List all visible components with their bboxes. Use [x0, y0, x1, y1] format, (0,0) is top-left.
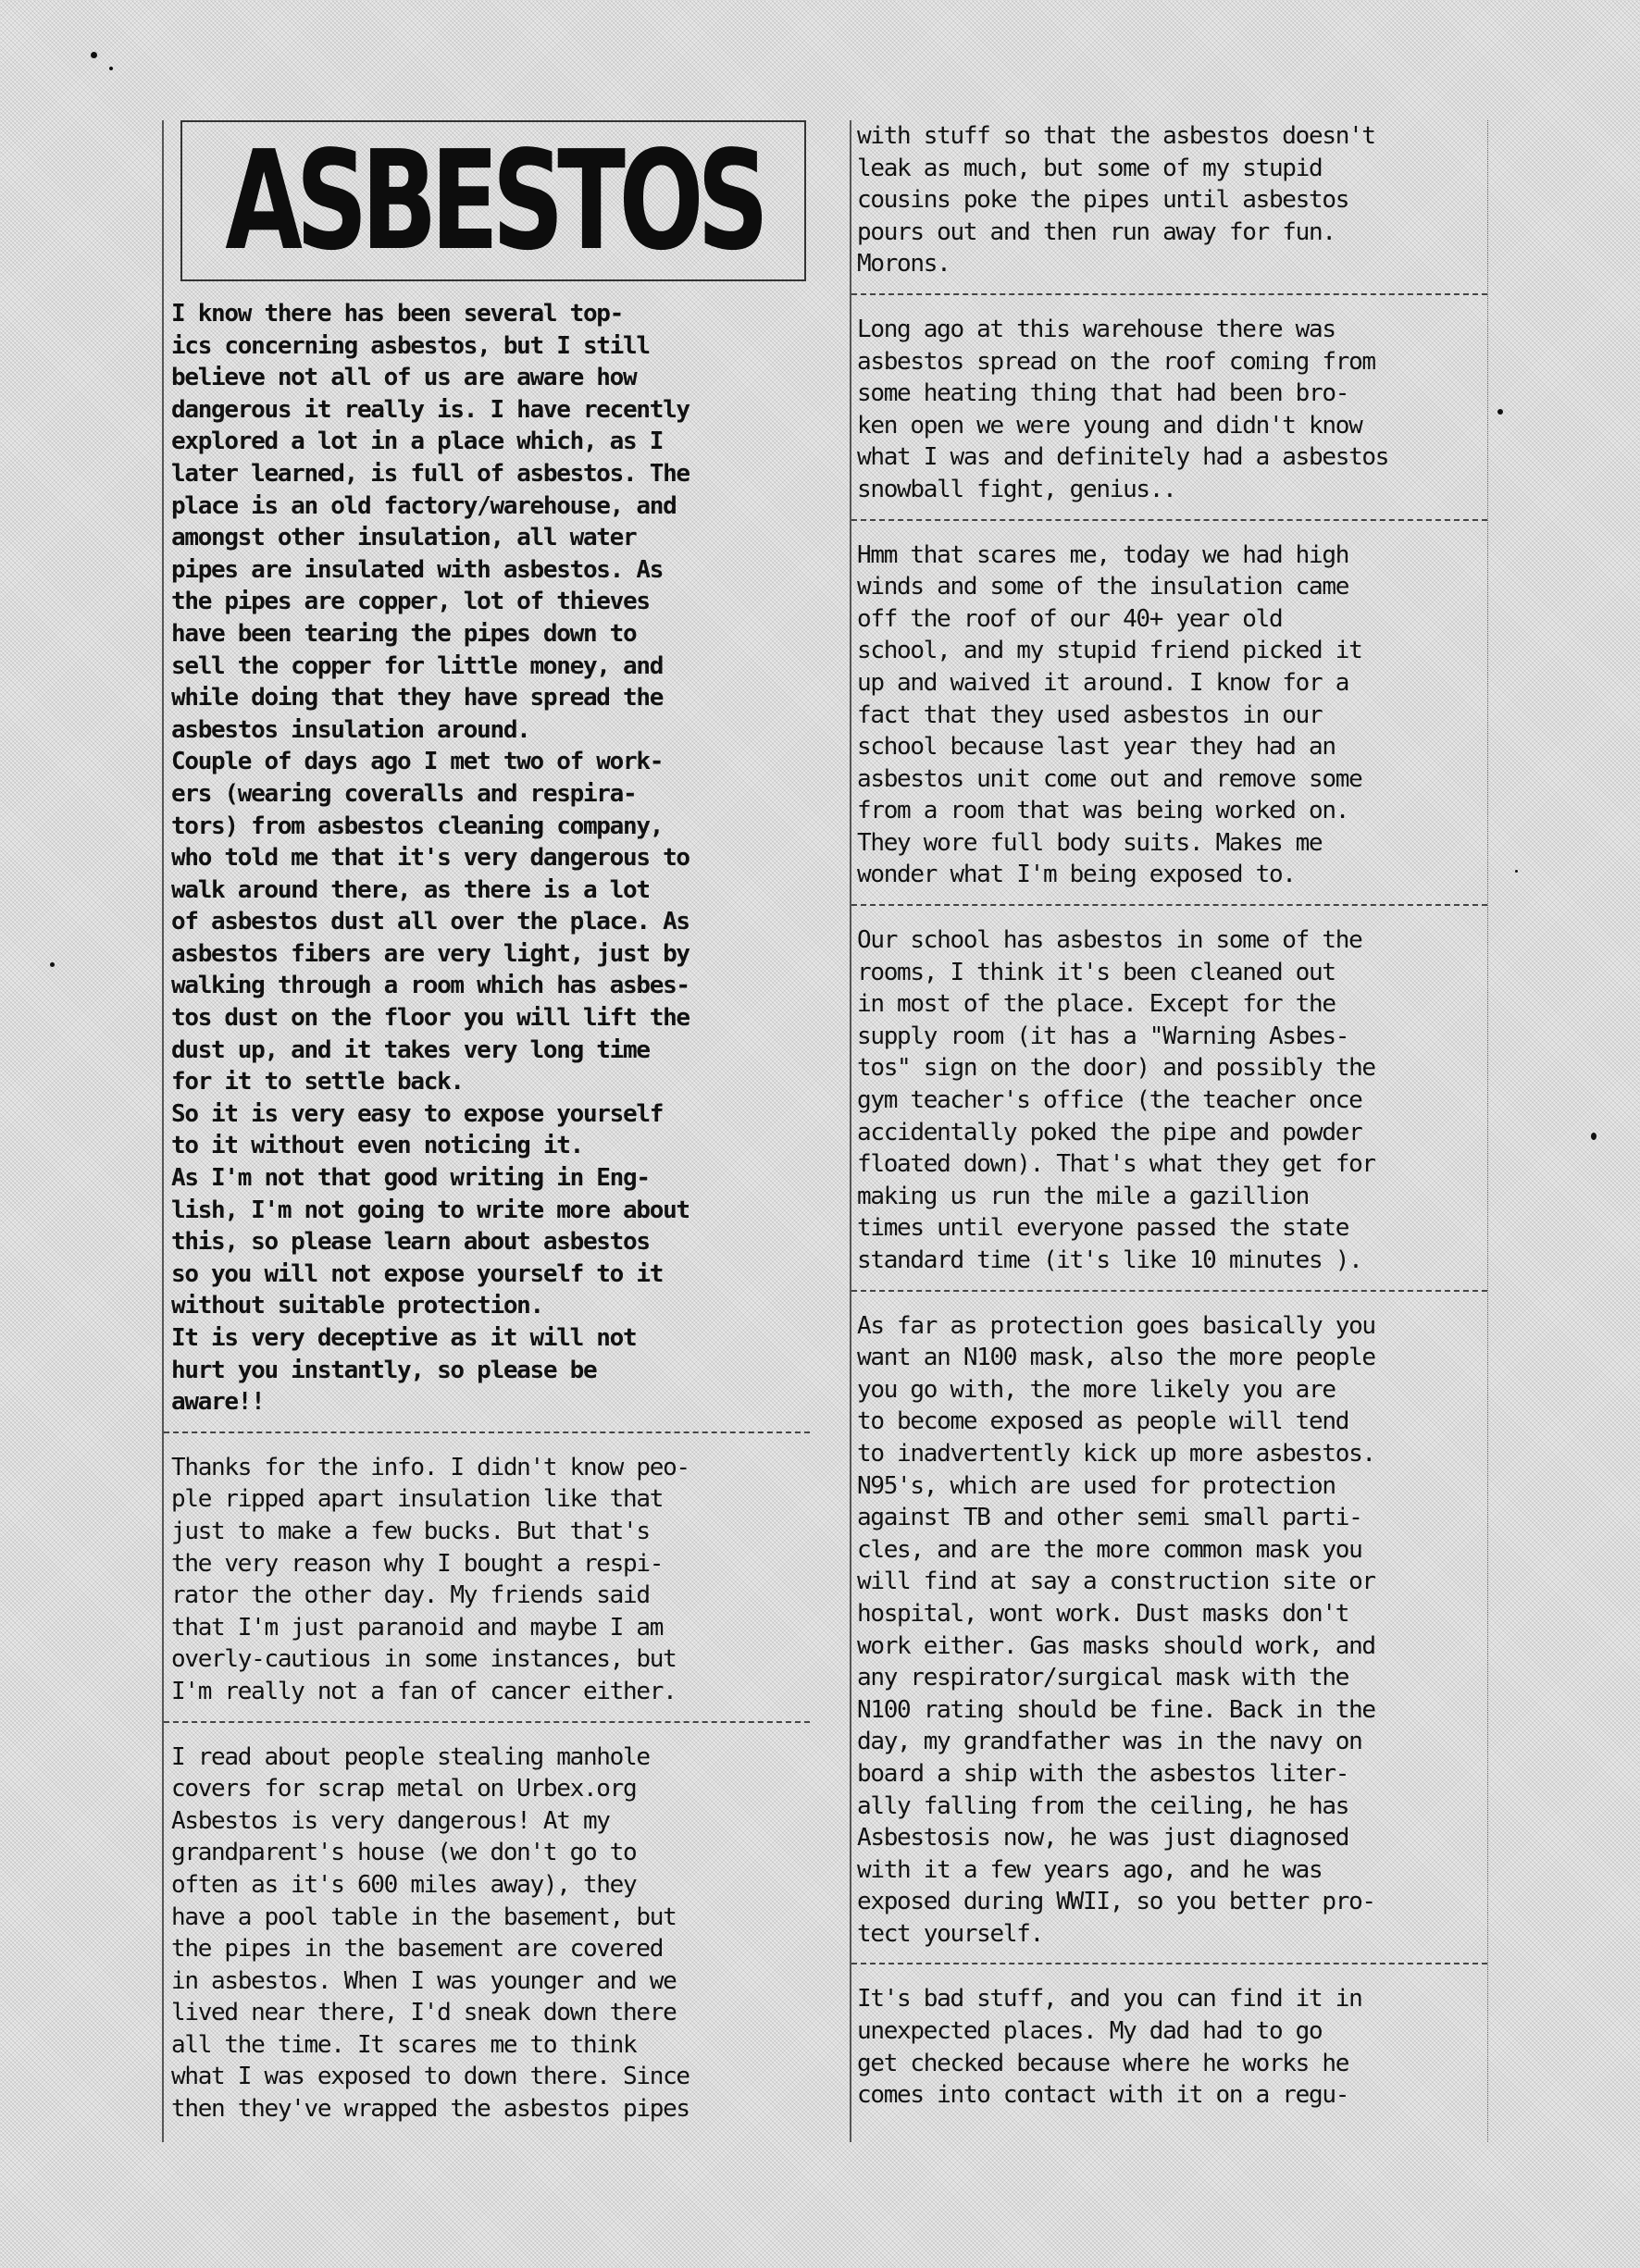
masthead	[180, 120, 806, 281]
forum-post: Thanks for the info. I didn't know peo- ple ripped apart insulation like that just to make a few bucks. But that's the very reason why I bought a respi- rator the other day. My friends said that I'm just paranoid and maybe I am overly-cautious in some instances, but I'm really not a fan of cancer either.	[171, 1453, 690, 1705]
forum-post: As far as protection goes basically you want an N100 mask, also the more people you go with, the more likely you are to become exposed as people will tend to inadvertently kick up more asbestos. N95's, which are used for protection against TB and other semi small parti- cles, and are the more common mask you will find at say a construction site or hospital, wont work. Dust masks don't work either. Gas masks should work, and any respirator/surgical mask with the N100 rating should be fine. Back in the day, my grandfather was in the navy on board a ship with the asbestos liter- ally falling from the ceiling, he has Asbestosis now, he was just diagnosed with it a few years ago, and he was exposed during WWII, so you better pro- tect yourself.	[857, 1311, 1375, 1948]
forum-post: I read about people stealing manhole covers for scrap metal on Urbex.org Asbestos is very dangerous! At my grandparent's house (we don't go to often as it's 600 miles away), they have a pool table in the basement, but the pipes in the basement are covered in asbestos. When I was younger and we lived near there, I'd sneak down there all the time. It scares me to think what I was exposed to down there. Since then they've wrapped the asbestos pipes	[171, 1742, 690, 2124]
post-separator	[851, 293, 1487, 295]
forum-post: with stuff so that the asbestos doesn't leak as much, but some of my stupid cousins poke the pipes until asbestos pours out and then run away for fun. Morons.	[857, 122, 1375, 279]
scan-speck	[1591, 1133, 1597, 1140]
forum-post: It's bad stuff, and you can find it in unexpected places. My dad had to go get checked because where he works he comes into contact with it on a regu-	[857, 1985, 1362, 2110]
left-column	[162, 120, 810, 2142]
post-separator	[164, 1431, 810, 1433]
scan-speck	[1497, 409, 1503, 415]
post-separator	[851, 1290, 1487, 1292]
post-separator	[164, 1721, 810, 1723]
post-separator	[851, 1963, 1487, 1964]
forum-post: I know there has been several top- ics concerning asbestos, but I still believe not all of us are aware how dangerous it really is. I have recently explored a lot in a place which, as I later learned, is full of asbestos. The place is an old factory/warehouse, and amongst other insulation, all water pipes are insulated with asbestos. As the pipes are copper, lot of thieves have been tearing the pipes down to sell the copper for little money, and while doing that they have spread the asbestos insulation around. Couple of days ago I met two of work- ers (wearing coveralls and respira- tors) from asbestos cleaning company, who told me that it's very dangerous to walk around there, as there is a lot of asbestos dust all over the place. As asbestos fibers are very light, just by walking through a room which has asbes- tos dust on the floor you will lift the dust up, and it takes very long time for it to settle back. So it is very easy to expose yourself to it without even noticing it. As I'm not that good writing in Eng- lish, I'm not going to write more about this, so please learn about asbestos so you will not expose yourself to it without suitable protection. It is very deceptive as it will not hurt you instantly, so please be aware!!	[171, 300, 690, 1417]
scan-speck	[1515, 870, 1518, 873]
right-column	[850, 120, 1488, 2142]
post-separator	[851, 519, 1487, 521]
scan-speck	[109, 67, 113, 70]
forum-post: Our school has asbestos in some of the rooms, I think it's been cleaned out in most of the place. Except for the supply room (it has a "Warning Asbes- tos" sign on the door) and possibly the gym teacher's office (the teacher once accidentally poked the pipe and powder floated down). That's what they get for making us run the mile a gazillion times until everyone passed the state standard time (it's like 10 minutes ).	[857, 926, 1375, 1274]
post-separator	[851, 904, 1487, 906]
scan-speck	[91, 52, 97, 58]
forum-post: Long ago at this warehouse there was asbestos spread on the roof coming from some heating thing that had been bro- ken open we were young and didn't know what I was and definitely had a asbestos snowball fight, genius..	[857, 315, 1389, 503]
article-title: ASBESTOS	[224, 121, 763, 280]
forum-post: Hmm that scares me, today we had high winds and some of the insulation came off the roof of our 40+ year old school, and my stupid friend picked it up and waived it around. I know for a fact that they used asbestos in our school because last year they had an asbestos unit come out and remove some from a room that was being worked on. They wore full body suits. Makes me wonder what I'm being exposed to.	[857, 540, 1362, 889]
scan-speck	[50, 962, 55, 967]
